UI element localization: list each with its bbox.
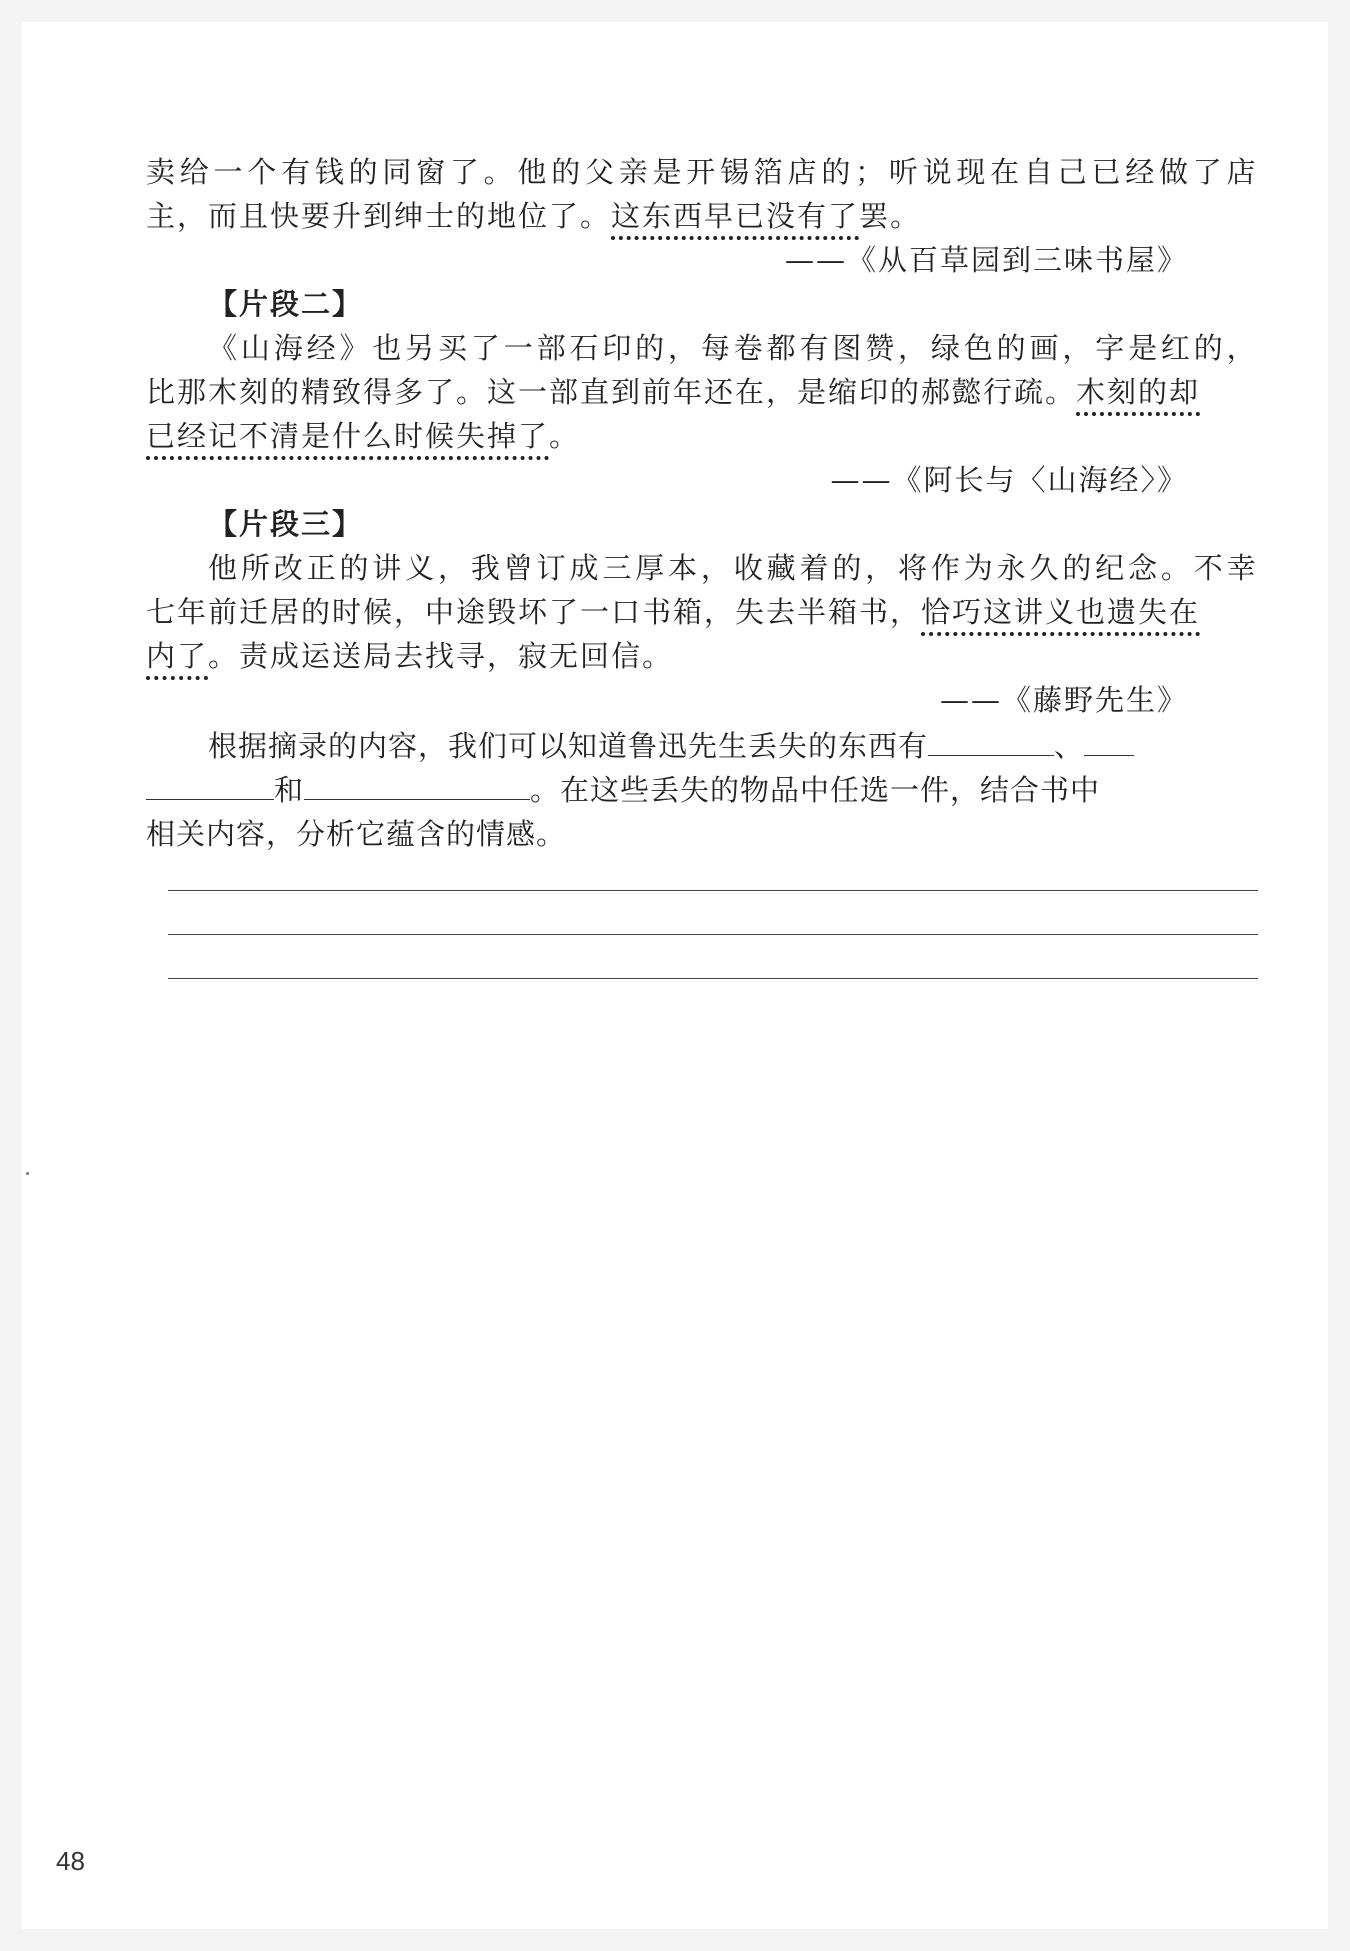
answer-blank-3[interactable]	[304, 771, 530, 800]
char: 永	[996, 551, 1028, 585]
char: 个	[247, 155, 279, 189]
question-prompt: 根据摘录的内容，我们可以知道鲁迅先生丢失的东西有	[208, 729, 929, 763]
fragment3-line3	[146, 636, 1258, 676]
char: 他	[517, 155, 549, 189]
fragment1-emphasis: 这东西早已没有了	[611, 199, 860, 233]
char: 父	[584, 155, 616, 189]
char: 卖	[146, 155, 178, 189]
fragment1-line1-text	[146, 152, 1258, 192]
fragment3-line3-end: 。责成运送局去找寻，寂无回信。	[208, 639, 674, 673]
question-instruction-end: 相关内容，分析它蕴含的情感。	[146, 817, 567, 851]
fragment2-heading: 【片段二】	[208, 287, 364, 321]
question-line3	[146, 814, 1258, 854]
char: 的	[348, 155, 380, 189]
fragment3-emphasis-b: 内了	[146, 639, 209, 673]
char: 是	[1128, 331, 1160, 365]
char: 店	[787, 155, 819, 189]
question-instruction: 。在这些丢失的物品中任选一件，结合书中	[530, 773, 1101, 807]
char: 讲	[372, 551, 404, 585]
char: 久	[1029, 551, 1061, 585]
char: ，	[865, 551, 897, 585]
char: 厚	[635, 551, 667, 585]
char: 绿	[930, 331, 962, 365]
char: 收	[733, 551, 765, 585]
char: 的	[635, 331, 667, 365]
char: ，	[1226, 331, 1258, 365]
char: 作	[930, 551, 962, 585]
char: 字	[1095, 331, 1127, 365]
char: 窗	[416, 155, 448, 189]
char: ，	[668, 331, 700, 365]
fragment3-line2	[146, 592, 1258, 632]
question-line2	[146, 770, 1258, 810]
char: 订	[536, 551, 568, 585]
fragment3-emphasis-a: 恰巧这讲义也遗失在	[921, 595, 1201, 629]
answer-blank-2-end[interactable]	[146, 771, 274, 800]
char: 他	[208, 551, 240, 585]
char: 义	[405, 551, 437, 585]
char: 亲	[618, 155, 650, 189]
char: 的	[821, 155, 853, 189]
char: 红	[1160, 331, 1192, 365]
char: ，	[1062, 331, 1094, 365]
char: 所	[240, 551, 272, 585]
char: ，	[898, 331, 930, 365]
char: 一	[503, 331, 535, 365]
char: 为	[963, 551, 995, 585]
char: 了	[1192, 155, 1224, 189]
char: 纪	[1095, 551, 1127, 585]
char: 画	[1029, 331, 1061, 365]
fragment1-line1	[146, 152, 1258, 192]
char: 的	[996, 331, 1028, 365]
page-number: 48	[56, 1846, 85, 1876]
fragment2-emphasis-b: 已经记不清是什么时候失掉了	[146, 419, 550, 453]
fragment2-line1	[208, 328, 1258, 368]
char: 本	[668, 551, 700, 585]
char: 现	[956, 155, 988, 189]
fragment3-line1	[208, 548, 1258, 588]
char: 着	[799, 551, 831, 585]
char: 说	[922, 155, 954, 189]
char: 在	[990, 155, 1022, 189]
char: 一	[213, 155, 245, 189]
char: 都	[766, 331, 798, 365]
char: 听	[888, 155, 920, 189]
fragment3-line1-text	[208, 548, 1258, 588]
scan-speck	[26, 1172, 29, 1175]
char: 卷	[733, 331, 765, 365]
char: 也	[372, 331, 404, 365]
fragment2-source: ——《阿长与〈山海经〉》	[830, 463, 1188, 497]
char: ，	[700, 551, 732, 585]
char: 我	[470, 551, 502, 585]
fragment2-line2-text: 比那木刻的精致得多了。这一部直到前年还在，是缩印的郝懿行疏。	[146, 375, 1077, 409]
answer-line-3[interactable]	[168, 978, 1258, 979]
fragment2-emphasis-a: 木刻的却	[1076, 375, 1201, 409]
char: 》	[339, 331, 371, 365]
char: 改	[273, 551, 305, 585]
char: 曾	[503, 551, 535, 585]
char: 开	[686, 155, 718, 189]
char: 图	[832, 331, 864, 365]
char: 的	[832, 551, 864, 585]
char: 部	[536, 331, 568, 365]
char: 了	[449, 155, 481, 189]
char: 色	[963, 331, 995, 365]
char: 经	[306, 331, 338, 365]
char: 不	[1193, 551, 1225, 585]
char: 己	[1057, 155, 1089, 189]
char: 有	[799, 331, 831, 365]
char: 有	[281, 155, 313, 189]
char: 山	[240, 331, 272, 365]
char: 是	[652, 155, 684, 189]
fragment3-heading: 【片段三】	[208, 507, 364, 541]
char: 给	[179, 155, 211, 189]
char: ，	[438, 551, 470, 585]
answer-blank-2-start[interactable]	[1084, 727, 1134, 756]
char: 藏	[766, 551, 798, 585]
question-connector: 和	[274, 773, 305, 807]
char: 了	[470, 331, 502, 365]
char: 海	[273, 331, 305, 365]
char: 店	[1226, 155, 1258, 189]
char: 幸	[1226, 551, 1258, 585]
char: 买	[438, 331, 470, 365]
fragment3-source: ——《藤野先生》	[939, 683, 1188, 717]
char: 已	[1091, 155, 1123, 189]
char: 箔	[753, 155, 785, 189]
char: 钱	[314, 155, 346, 189]
question-separator: 、	[1054, 729, 1085, 763]
char: 正	[306, 551, 338, 585]
fragment2-line2	[146, 372, 1258, 412]
fragment2-line1-text	[208, 328, 1258, 368]
char: 。	[483, 155, 515, 189]
char: 的	[551, 155, 583, 189]
char: 赞	[865, 331, 897, 365]
char: 成	[569, 551, 601, 585]
char: 石	[569, 331, 601, 365]
char: 。	[1160, 551, 1192, 585]
char: 三	[602, 551, 634, 585]
fragment2-line3-end: 。	[549, 419, 581, 453]
char: 印	[602, 331, 634, 365]
textbook-page	[22, 22, 1328, 1929]
answer-line-2[interactable]	[168, 934, 1258, 935]
fragment2-line3	[146, 416, 1258, 456]
char: ；	[855, 155, 887, 189]
fragment1-line2	[146, 196, 1258, 236]
char: 自	[1023, 155, 1055, 189]
answer-blank-1[interactable]	[928, 727, 1054, 756]
char: 同	[382, 155, 414, 189]
char: 念	[1128, 551, 1160, 585]
char: 的	[339, 551, 371, 585]
fragment3-line2-text: 七年前迁居的时候，中途毁坏了一口书箱，失去半箱书，	[146, 595, 922, 629]
char: 另	[405, 331, 437, 365]
question-line1	[208, 726, 1258, 766]
char: 经	[1125, 155, 1157, 189]
char: 的	[1193, 331, 1225, 365]
char: 每	[700, 331, 732, 365]
fragment1-source: ——《从百草园到三味书屋》	[784, 243, 1188, 277]
char: 锡	[720, 155, 752, 189]
fragment1-line2-end: 罢。	[859, 199, 922, 233]
char: 做	[1158, 155, 1190, 189]
answer-line-1[interactable]	[168, 890, 1258, 891]
fragment1-line2-text: 主，而且快要升到绅士的地位了。	[146, 199, 612, 233]
char: 《	[208, 331, 240, 365]
char: 将	[898, 551, 930, 585]
char: 的	[1062, 551, 1094, 585]
